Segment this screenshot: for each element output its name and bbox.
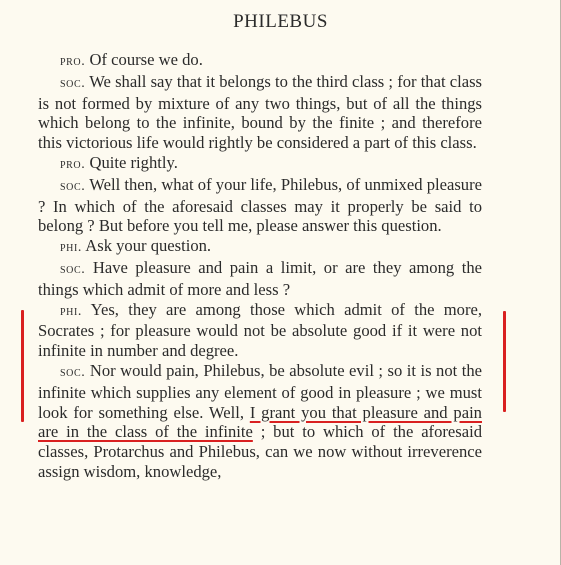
dialogue-paragraph (38, 258, 482, 300)
speaker-label: soc. (60, 364, 86, 380)
dialogue-paragraph (38, 175, 482, 236)
running-head: PHILEBUS (233, 11, 328, 32)
speaker-label: soc. (60, 75, 86, 91)
speech-text-continued: ; but to which of the aforesaid classes, Protarchus and Philebus, can we now without irreverence assign wisdom, knowledge, (38, 422, 482, 481)
speech-text: We shall say that it belongs to the third class ; for that class is not formed by mixture of any two things, but of all the things which belong to the infinite, bound by the finite ; and therefore this victorious life would rightly be considered a part of this class. (38, 71, 482, 153)
dialogue-paragraph (38, 50, 482, 72)
speaker-label: pro. (60, 54, 86, 69)
speaker-label: phi. (60, 303, 83, 319)
left-margin-mark (21, 310, 24, 422)
dialogue-paragraph (38, 153, 482, 175)
speaker-label: phi. (60, 240, 83, 256)
speech-text: Well then, what of your life, Philebus, of unmixed pleasure ? In which of the aforesaid classes may it properly be said to belong ? But before you tell me, please answer this question. (38, 174, 482, 236)
speech-text: Ask your question. (82, 236, 212, 256)
dialogue-text (38, 50, 482, 482)
underlined-passage: I grant you that pleasure and pain are in the class of the infinite (38, 402, 482, 442)
speaker-label: pro. (60, 156, 86, 172)
dialogue-paragraph (38, 361, 482, 482)
speaker-label: soc. (60, 178, 86, 194)
speech-text: Of course we do. (85, 50, 203, 69)
speech-text: Quite rightly. (85, 152, 178, 172)
speech-text: Yes, they are among those which admit of the more, Socrates ; for pleasure would not be absolute good if it were not infinite in number and degree. (38, 299, 482, 361)
speech-text: Nor would pain, Philebus, be absolute evil ; so it is not the infinite which supplies any element of good in pleasure ; we must look for something else. Well, (38, 360, 482, 422)
dialogue-paragraph (38, 300, 482, 361)
dialogue-paragraph (38, 236, 482, 258)
dialogue-paragraph (38, 72, 482, 153)
speech-text: Have pleasure and pain a limit, or are they among the things which admit of more and less ? (38, 257, 482, 299)
speaker-label: soc. (60, 261, 86, 277)
right-margin-mark (503, 311, 506, 412)
